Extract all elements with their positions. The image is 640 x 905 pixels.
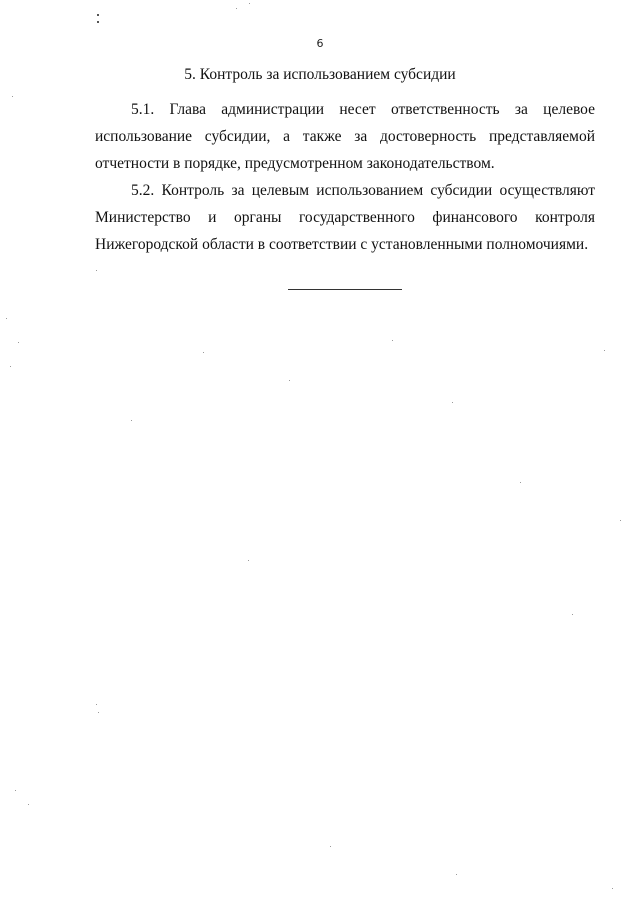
scan-speck <box>15 790 16 791</box>
scan-speck <box>572 614 573 615</box>
paragraph-5-2: 5.2. Контроль за целевым использованием субсидии осуществляют Министерство и органы государственного финансового контроля Нижегородской области в соответствии с установленными полномочиями. <box>95 182 595 253</box>
scan-speck <box>249 3 250 4</box>
scan-speck <box>131 420 132 421</box>
section-body <box>95 96 595 258</box>
scan-speck <box>612 888 613 889</box>
scan-speck <box>6 318 7 319</box>
scan-speck <box>97 21 99 23</box>
end-of-text-rule <box>288 289 402 290</box>
scan-speck <box>330 846 331 847</box>
scan-speck <box>12 96 13 97</box>
scan-speck <box>452 402 453 403</box>
scan-speck <box>28 804 29 805</box>
scan-speck <box>620 520 621 521</box>
paragraph-5-1: 5.1. Глава администрации несет ответственность за целевое использование субсидии, а также за достоверность представляемой отчетности в порядке, предусмотренном законодательством. <box>95 101 595 172</box>
scan-speck <box>604 350 605 351</box>
scan-speck <box>98 712 99 713</box>
scan-speck <box>203 352 204 353</box>
scan-speck <box>96 704 97 705</box>
scan-speck <box>248 560 249 561</box>
page-number: 6 <box>316 37 324 50</box>
scan-speck <box>456 874 457 875</box>
scan-speck <box>10 366 11 367</box>
section-title: 5. Контроль за использованием субсидии <box>184 66 456 83</box>
scan-speck <box>236 8 237 9</box>
scan-speck <box>97 14 99 16</box>
scan-speck <box>520 482 521 483</box>
scan-speck <box>289 380 290 381</box>
scan-speck <box>392 340 393 341</box>
scan-speck <box>18 342 19 343</box>
scan-speck <box>96 270 97 271</box>
